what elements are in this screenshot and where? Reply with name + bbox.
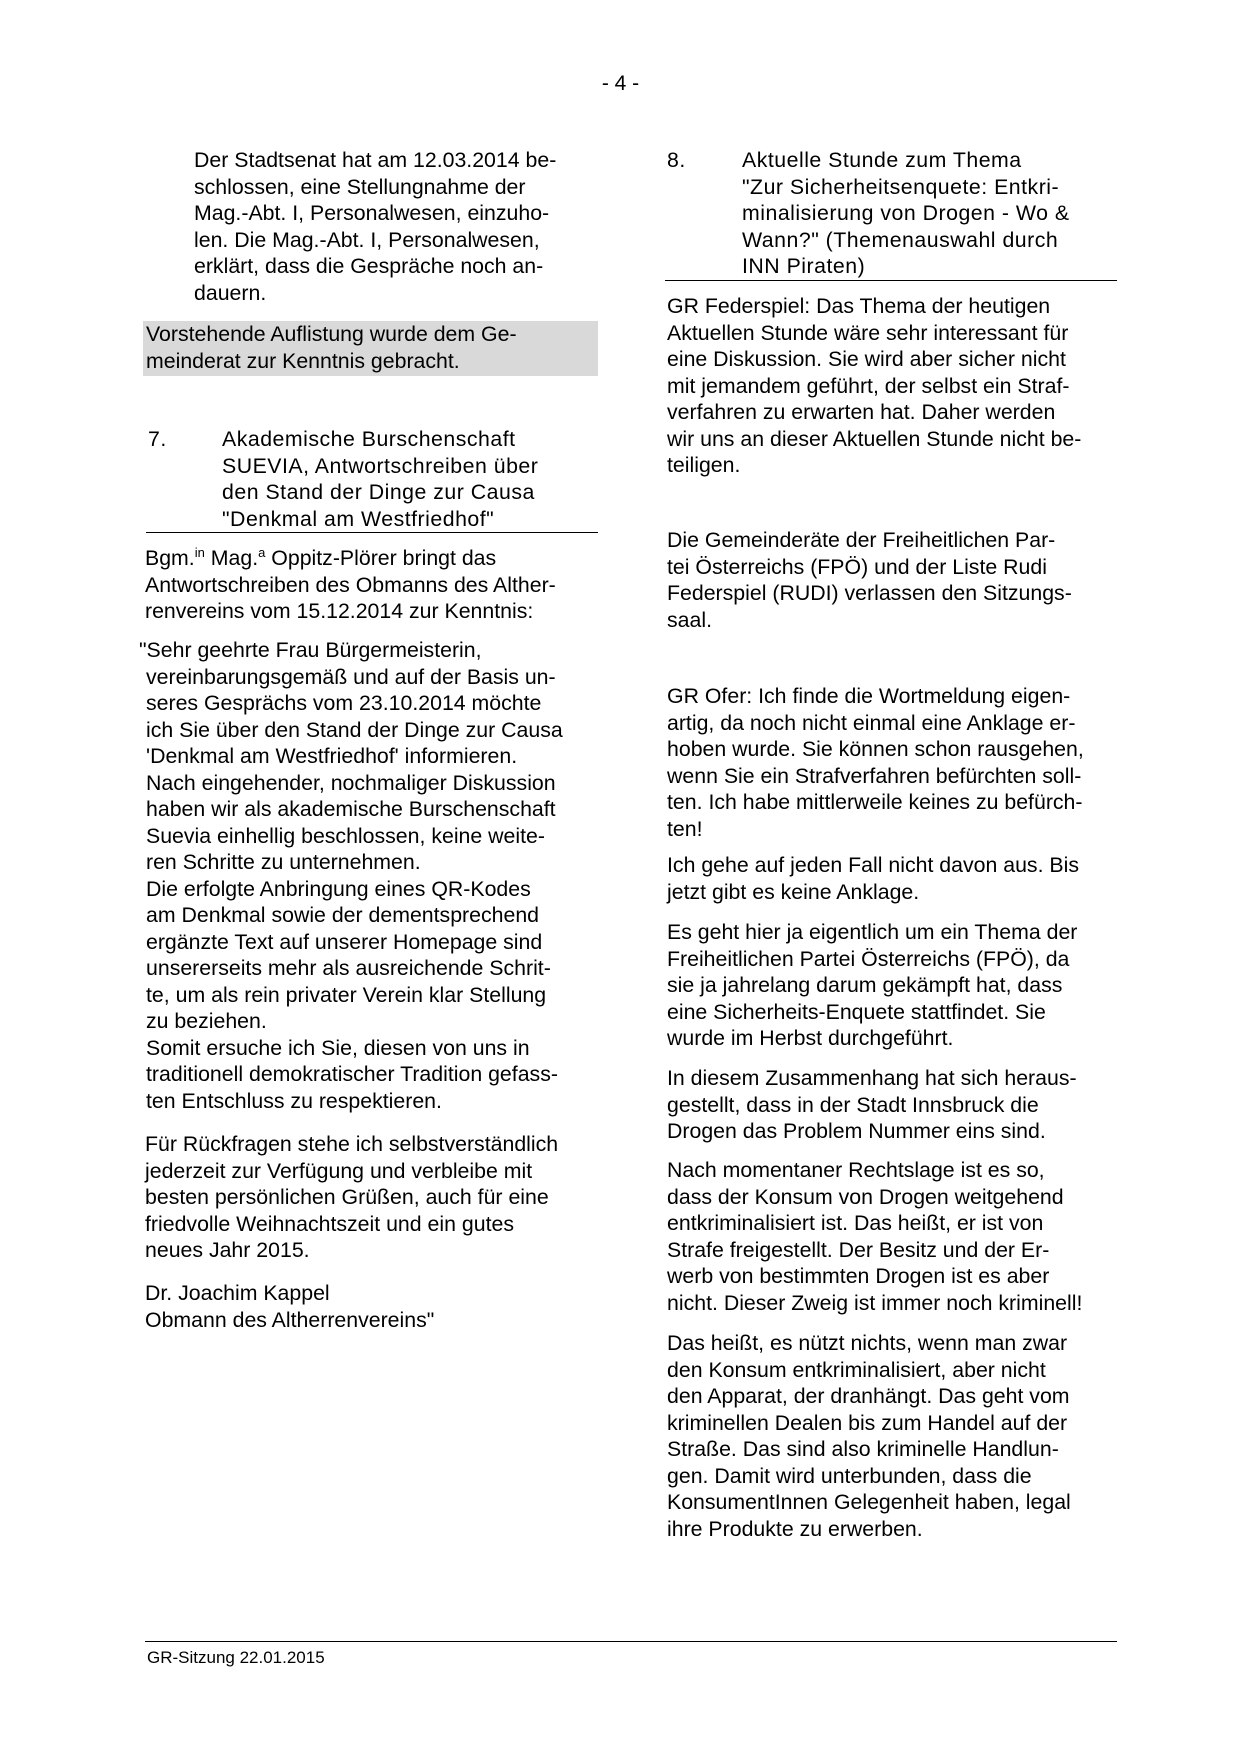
text-line: "Denkmal am Westfriedhof" — [222, 506, 495, 531]
text-line: Ich gehe auf jeden Fall nicht davon aus. Bis — [667, 853, 1080, 877]
text-line: Drogen das Problem Nummer eins sind. — [667, 1119, 1046, 1143]
paragraph — [667, 852, 1117, 905]
heading-rule — [146, 532, 598, 533]
text-line: Nach eingehender, nochmaliger Diskussion — [146, 770, 556, 795]
text-line: Strafe freigestellt. Der Besitz und der Er- — [667, 1237, 1050, 1262]
text-line: mit jemandem geführt, der selbst ein Straf- — [667, 373, 1070, 398]
text-line — [145, 545, 595, 572]
text-line: Akademische Burschenschaft — [222, 427, 516, 451]
signature — [145, 1280, 595, 1333]
text-line: friedvolle Weihnachtszeit und ein gutes — [145, 1211, 514, 1236]
paragraph — [667, 1157, 1117, 1316]
text-line: Dr. Joachim Kappel — [145, 1281, 330, 1305]
text-line: ergänzte Text auf unserer Homepage sind — [146, 929, 543, 954]
text-line: Aktuellen Stunde wäre sehr interessant für — [667, 320, 1069, 345]
text-line: verfahren zu erwarten hat. Daher werden — [667, 400, 1056, 424]
text-line: te, um als rein privater Verein klar Stellung — [146, 982, 547, 1007]
text-line: ten Entschluss zu respektieren. — [146, 1088, 442, 1113]
text-line: sie ja jahrelang darum gekämpft hat, dass — [667, 973, 1063, 997]
title-abbrev: Mag. — [210, 546, 259, 570]
text-line: vereinbarungsgemäß und auf der Basis un- — [146, 664, 556, 689]
ofer-statement — [667, 683, 1117, 842]
title-abbrev: Bgm. — [145, 546, 195, 570]
text-line: den Apparat, der dranhängt. Das geht vom — [667, 1384, 1070, 1408]
text-line: nicht. Dieser Zweig ist immer noch kriminell! — [667, 1290, 1083, 1315]
text-line: kriminellen Dealen bis zum Handel auf der — [667, 1410, 1068, 1435]
text-line: artig, da noch nicht einmal eine Anklage er- — [667, 710, 1076, 735]
text-line: SUEVIA, Antwortschreiben über — [222, 453, 539, 478]
text-line: traditionell demokratischer Tradition gefass- — [146, 1062, 558, 1086]
text-line: 'Denkmal am Westfriedhof' informieren. — [146, 744, 518, 768]
text-line: entkriminalisiert ist. Das heißt, er ist von — [667, 1211, 1044, 1235]
superscript: in — [194, 544, 205, 560]
agenda-item-7-heading — [148, 426, 600, 536]
text-line: schlossen, eine Stellungnahme der — [194, 174, 526, 199]
text-line: erklärt, dass die Gespräche noch an- — [194, 254, 544, 278]
text-line: eine Diskussion. Sie wird aber sicher nicht — [667, 347, 1066, 371]
text-line: In diesem Zusammenhang hat sich heraus- — [667, 1066, 1077, 1090]
text-line: ten. Ich habe mittlerweile keines zu befürch- — [667, 790, 1083, 814]
item-number: 7. — [148, 427, 167, 451]
leave-notice — [667, 527, 1117, 633]
text-line: Obmann des Altherrenvereins" — [145, 1307, 435, 1332]
text-line: ten! — [667, 816, 703, 841]
superscript: a — [258, 544, 266, 560]
text-line: ich Sie über den Stand der Dinge zur Causa — [146, 717, 563, 742]
footer-session-date: GR-Sitzung 22.01.2015 — [147, 1648, 325, 1667]
text-line: Das heißt, es nützt nichts, wenn man zwar — [667, 1331, 1068, 1355]
text-line: hoben wurde. Sie können schon rausgehen, — [667, 737, 1084, 761]
text-line: besten persönlichen Grüßen, auch für eine — [145, 1185, 549, 1209]
text-line: GR Federspiel: Das Thema der heutigen — [667, 294, 1051, 318]
text-line: dauern. — [194, 280, 267, 305]
text-line: ihre Produkte zu erwerben. — [667, 1516, 923, 1541]
footer-rule — [145, 1641, 1117, 1642]
heading-rule — [665, 280, 1117, 281]
shaded-note — [143, 321, 598, 376]
bgm-paragraph — [145, 545, 595, 625]
text-line: wir uns an dieser Aktuellen Stunde nicht be- — [667, 426, 1082, 451]
text-line: Der Stadtsenat hat am 12.03.2014 be- — [194, 148, 557, 172]
text-span: Oppitz-Plörer bringt das — [271, 546, 497, 570]
federspiel-statement — [667, 293, 1117, 479]
text-line: gen. Damit wird unterbunden, dass die — [667, 1463, 1032, 1488]
text-line: jetzt gibt es keine Anklage. — [667, 879, 920, 904]
text-line: ren Schritte zu unternehmen. — [146, 850, 421, 874]
text-line: minalisierung von Drogen - Wo & — [742, 201, 1070, 225]
text-line: zu beziehen. — [146, 1009, 267, 1033]
text-line: Die Gemeinderäte der Freiheitlichen Par- — [667, 528, 1056, 552]
text-line: jederzeit zur Verfügung und verbleibe mit — [145, 1158, 533, 1183]
text-line: neues Jahr 2015. — [145, 1238, 310, 1262]
text-line: Federspiel (RUDI) verlassen den Sitzungs- — [667, 581, 1072, 605]
text-line: gestellt, dass in der Stadt Innsbruck die — [667, 1092, 1039, 1117]
paragraph — [667, 1330, 1117, 1542]
text-line: seres Gesprächs vom 23.10.2014 möchte — [146, 691, 542, 715]
text-line: renvereins vom 15.12.2014 zur Kenntnis: — [145, 599, 534, 623]
text-line: Es geht hier ja eigentlich um ein Thema der — [667, 920, 1078, 944]
text-line: GR Ofer: Ich finde die Wortmeldung eigen- — [667, 684, 1071, 708]
text-line: Somit ersuche ich Sie, diesen von uns in — [146, 1035, 530, 1060]
text-line: Die erfolgte Anbringung eines QR-Kodes — [146, 876, 531, 901]
agenda-item-8-heading — [667, 147, 1119, 282]
stadtsenat-paragraph — [194, 147, 604, 306]
paragraph — [667, 919, 1117, 1052]
text-line: eine Sicherheits-Enquete stattfindet. Sie — [667, 999, 1046, 1024]
text-line: Vorstehende Auflistung wurde dem Ge- — [146, 322, 517, 346]
text-line: Freiheitlichen Partei Österreichs (FPÖ), da — [667, 946, 1070, 971]
text-line: den Stand der Dinge zur Causa — [222, 480, 535, 504]
text-line: saal. — [667, 607, 712, 632]
text-line: wenn Sie ein Strafverfahren befürchten soll- — [667, 763, 1082, 788]
text-line: Mag.-Abt. I, Personalwesen, einzuho- — [194, 201, 550, 225]
text-line: werb von bestimmten Drogen ist es aber — [667, 1264, 1050, 1288]
text-line: Aktuelle Stunde zum Thema — [742, 148, 1022, 172]
item-number: 8. — [667, 148, 686, 172]
text-line: tei Österreichs (FPÖ) und der Liste Rudi — [667, 554, 1047, 579]
closing-paragraph — [145, 1131, 595, 1264]
paragraph — [667, 1065, 1117, 1145]
text-line: unsererseits mehr als ausreichende Schrit- — [146, 956, 551, 980]
quoted-letter — [139, 637, 599, 1114]
page-number: - 4 - — [601, 72, 640, 95]
text-line: den Konsum entkriminalisiert, aber nicht — [667, 1357, 1046, 1382]
text-line: Für Rückfragen stehe ich selbstverständlich — [145, 1132, 559, 1156]
item-title — [742, 147, 1112, 280]
text-line: len. Die Mag.-Abt. I, Personalwesen, — [194, 227, 540, 252]
text-line: Straße. Das sind also kriminelle Handlun- — [667, 1437, 1059, 1461]
text-line: Wann?" (Themenauswahl durch — [742, 227, 1059, 252]
text-line: "Zur Sicherheitsenquete: Entkri- — [742, 174, 1060, 199]
text-line: Nach momentaner Rechtslage ist es so, — [667, 1158, 1045, 1182]
item-title — [222, 426, 592, 532]
text-line: KonsumentInnen Gelegenheit haben, legal — [667, 1490, 1071, 1514]
text-line: haben wir als akademische Burschenschaft — [146, 797, 556, 821]
text-line: wurde im Herbst durchgeführt. — [667, 1026, 954, 1050]
text-line: INN Piraten) — [742, 254, 866, 278]
text-line: "Sehr geehrte Frau Bürgermeisterin, — [139, 638, 482, 662]
text-line: dass der Konsum von Drogen weitgehend — [667, 1184, 1064, 1209]
text-line: am Denkmal sowie der dementsprechend — [146, 903, 540, 927]
text-line: Antwortschreiben des Obmanns des Alther- — [145, 572, 556, 597]
text-line: teiligen. — [667, 453, 741, 477]
text-line: meinderat zur Kenntnis gebracht. — [146, 348, 460, 373]
text-line: Suevia einhellig beschlossen, keine weite- — [146, 823, 545, 848]
